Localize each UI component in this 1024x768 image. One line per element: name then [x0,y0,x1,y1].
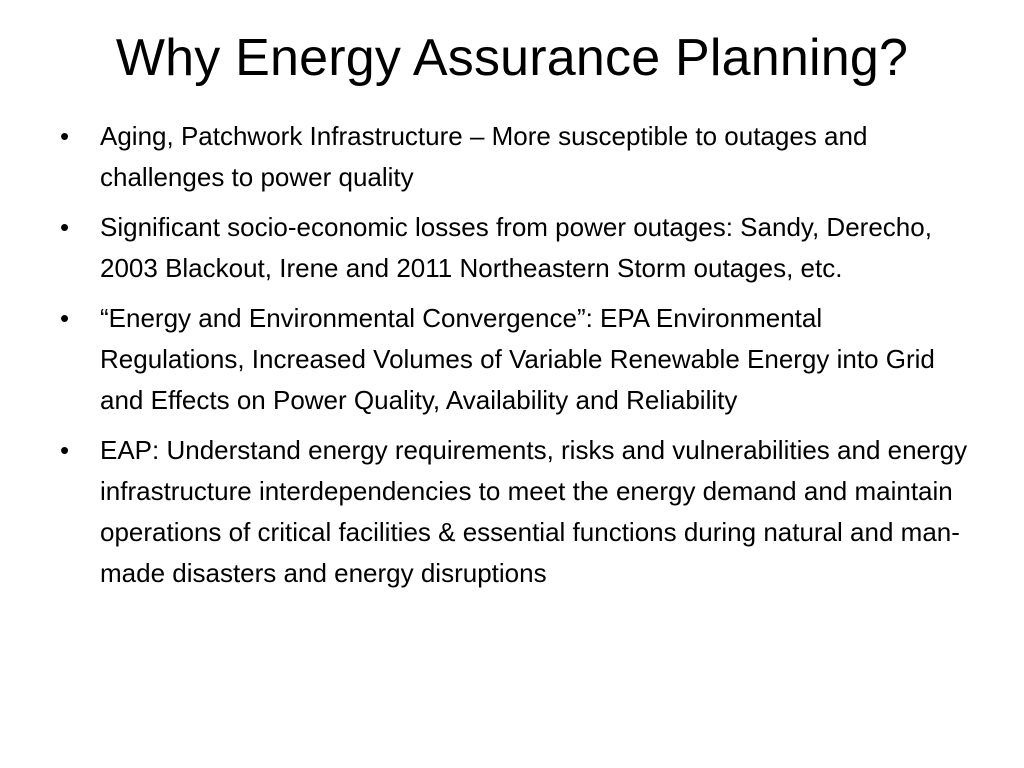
bullet-list [60,116,972,603]
bullet-item-energy-environmental-convergence [60,298,972,421]
bullet-item-socio-economic-losses [60,207,972,289]
bullet-marker: • [60,121,70,151]
bullet-item-aging-infrastructure [60,116,972,198]
bullet-text: Significant socio-economic losses from power outages: Sandy, Derecho, 2003 Blackout, Irene and 2011 Northeastern Storm outages, etc. [100,212,932,283]
bullet-marker: • [60,212,70,242]
bullet-text: “Energy and Environmental Convergence”: EPA Environmental Regulations, Increased Volumes of Variable Renewable Energy into Grid and Effects on Power Quality, Availability and Reliability [100,303,935,415]
bullet-marker: • [60,303,70,333]
bullet-marker: • [60,435,70,465]
bullet-item-eap [60,430,972,594]
bullet-text: EAP: Understand energy requirements, risks and vulnerabilities and energy infrastructure interdependencies to meet the energy demand and maintain operations of critical facilities & essential functions during natural and man-made disasters and energy disruptions [100,435,968,588]
slide-title: Why Energy Assurance Planning? [115,29,909,87]
bullet-text: Aging, Patchwork Infrastructure – More susceptible to outages and challenges to power quality [100,121,868,192]
